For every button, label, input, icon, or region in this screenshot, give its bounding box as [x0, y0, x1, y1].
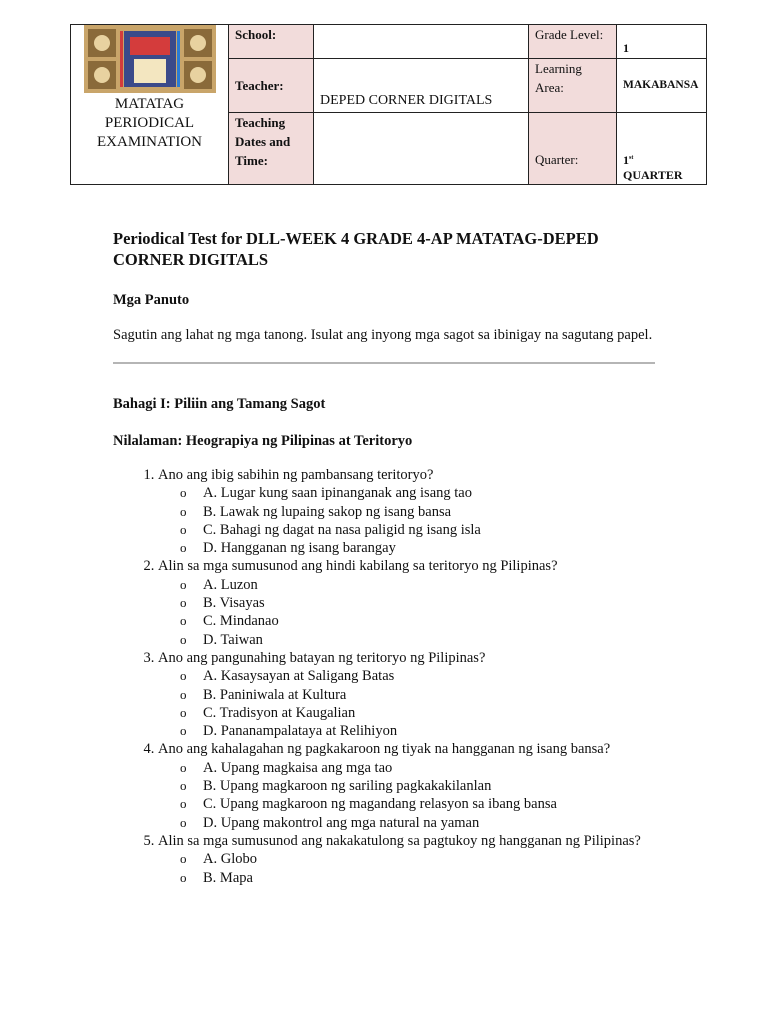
instructions-heading: Mga Panuto	[113, 292, 190, 308]
bullet-icon: o	[180, 503, 187, 519]
school-value	[314, 25, 529, 59]
choice-item	[180, 576, 658, 594]
bullet-icon: o	[180, 723, 187, 739]
content-heading: Nilalaman: Heograpiya ng Pilipinas at Teritoryo	[113, 433, 413, 449]
deped-corner-logo	[84, 25, 216, 93]
choice-text: C. Bahagi ng dagat na nasa paligid ng isang isla	[203, 521, 481, 538]
learning-area-value: MAKABANSA	[617, 59, 707, 113]
document-body	[113, 228, 658, 887]
bullet-icon: o	[180, 631, 187, 647]
quarter-value	[617, 113, 707, 185]
question-text: Alin sa mga sumusunod ang nakakatulong sa pagtukoy ng hangganan ng Pilipinas?	[158, 832, 641, 849]
bullet-icon: o	[180, 540, 187, 556]
choice-text: B. Visayas	[203, 595, 265, 612]
instructions-text: Sagutin ang lahat ng mga tanong. Isulat ang inyong mga sagot sa ibinigay na sagutang papel.	[113, 327, 653, 343]
choice-item	[180, 814, 658, 832]
choice-item	[180, 612, 658, 630]
quarter-suffix: st	[629, 155, 634, 161]
choice-text: B. Lawak ng lupaing sakop ng isang bansa	[203, 503, 452, 520]
logo-cell	[71, 25, 229, 185]
bullet-icon: o	[180, 778, 187, 794]
teacher-label: Teacher:	[229, 59, 314, 113]
question-item	[158, 466, 658, 557]
choice-item	[180, 759, 658, 777]
bullet-icon: o	[180, 595, 187, 611]
choice-text: B. Mapa	[203, 869, 253, 886]
choice-item	[180, 503, 658, 521]
document-title: Periodical Test for DLL-WEEK 4 GRADE 4-AP MATATAG-DEPED CORNER DIGITALS	[113, 229, 599, 269]
choice-text: A. Kasaysayan at Saligang Batas	[203, 668, 395, 685]
teaching-dates-value	[314, 113, 529, 185]
question-list	[113, 466, 658, 887]
choice-item	[180, 850, 658, 868]
choice-list	[158, 667, 658, 740]
choice-item	[180, 521, 658, 539]
choice-text: B. Paniniwala at Kultura	[203, 686, 347, 703]
choice-text: A. Upang magkaisa ang mga tao	[203, 759, 393, 776]
question-text: Ano ang pangunahing batayan ng teritoryo ng Pilipinas?	[158, 649, 486, 666]
question-text: Alin sa mga sumusunod ang hindi kabilang sa teritoryo ng Pilipinas?	[158, 558, 558, 575]
choice-item	[180, 667, 658, 685]
choice-list	[158, 759, 658, 832]
choice-item	[180, 686, 658, 704]
choice-item	[180, 704, 658, 722]
learning-area-label: Learning Area:	[529, 59, 617, 113]
exam-title: MATATAG PERIODICAL EXAMINATION	[97, 96, 202, 150]
bullet-icon: o	[180, 686, 187, 702]
question-item	[158, 832, 658, 887]
bullet-icon: o	[180, 759, 187, 775]
choice-item	[180, 795, 658, 813]
choice-list	[158, 484, 658, 557]
grade-level-label: Grade Level:	[529, 25, 617, 59]
quarter-label: Quarter:	[529, 113, 617, 185]
choice-text: B. Upang magkaroon ng sariling pagkakakilanlan	[203, 778, 492, 795]
choice-text: D. Pananampalataya at Relihiyon	[203, 723, 398, 740]
bullet-icon: o	[180, 521, 187, 537]
question-text: Ano ang kahalagahan ng pagkakaroon ng tiyak na hangganan ng isang bansa?	[158, 741, 611, 758]
bullet-icon: o	[180, 704, 187, 720]
choice-text: A. Luzon	[203, 576, 258, 593]
bullet-icon: o	[180, 869, 187, 885]
horizontal-divider	[113, 362, 655, 364]
choice-text: D. Hangganan ng isang barangay	[203, 540, 396, 557]
choice-list	[158, 576, 658, 649]
choice-text: C. Tradisyon at Kaugalian	[203, 704, 356, 721]
choice-item	[180, 869, 658, 887]
choice-text: A. Lugar kung saan ipinanganak ang isang tao	[203, 485, 472, 502]
choice-item	[180, 631, 658, 649]
choice-item	[180, 539, 658, 557]
teacher-value: DEPED CORNER DIGITALS	[314, 59, 529, 113]
bullet-icon: o	[180, 668, 187, 684]
bullet-icon: o	[180, 485, 187, 501]
quarter-word: QUARTER	[623, 168, 683, 182]
section-heading: Bahagi I: Piliin ang Tamang Sagot	[113, 396, 326, 412]
choice-text: D. Taiwan	[203, 631, 263, 648]
choice-list	[158, 850, 658, 887]
question-item	[158, 557, 658, 648]
question-item	[158, 649, 658, 740]
bullet-icon: o	[180, 851, 187, 867]
choice-text: C. Upang magkaroon ng magandang relasyon sa ibang bansa	[203, 796, 557, 813]
teaching-dates-label: Teaching Dates and Time:	[229, 113, 314, 185]
grade-level-value: 1	[617, 25, 707, 59]
bullet-icon: o	[180, 613, 187, 629]
bullet-icon: o	[180, 576, 187, 592]
choice-item	[180, 722, 658, 740]
question-text: Ano ang ibig sabihin ng pambansang teritoryo?	[158, 467, 434, 483]
choice-text: D. Upang makontrol ang mga natural na yaman	[203, 814, 480, 831]
quarter-number: 1	[623, 153, 629, 167]
choice-text: A. Globo	[203, 851, 257, 868]
school-label: School:	[229, 25, 314, 59]
question-item	[158, 740, 658, 831]
bullet-icon: o	[180, 814, 187, 830]
choice-item	[180, 777, 658, 795]
header-table	[70, 24, 707, 185]
bullet-icon: o	[180, 796, 187, 812]
choice-text: C. Mindanao	[203, 613, 279, 630]
choice-item	[180, 484, 658, 502]
choice-item	[180, 594, 658, 612]
